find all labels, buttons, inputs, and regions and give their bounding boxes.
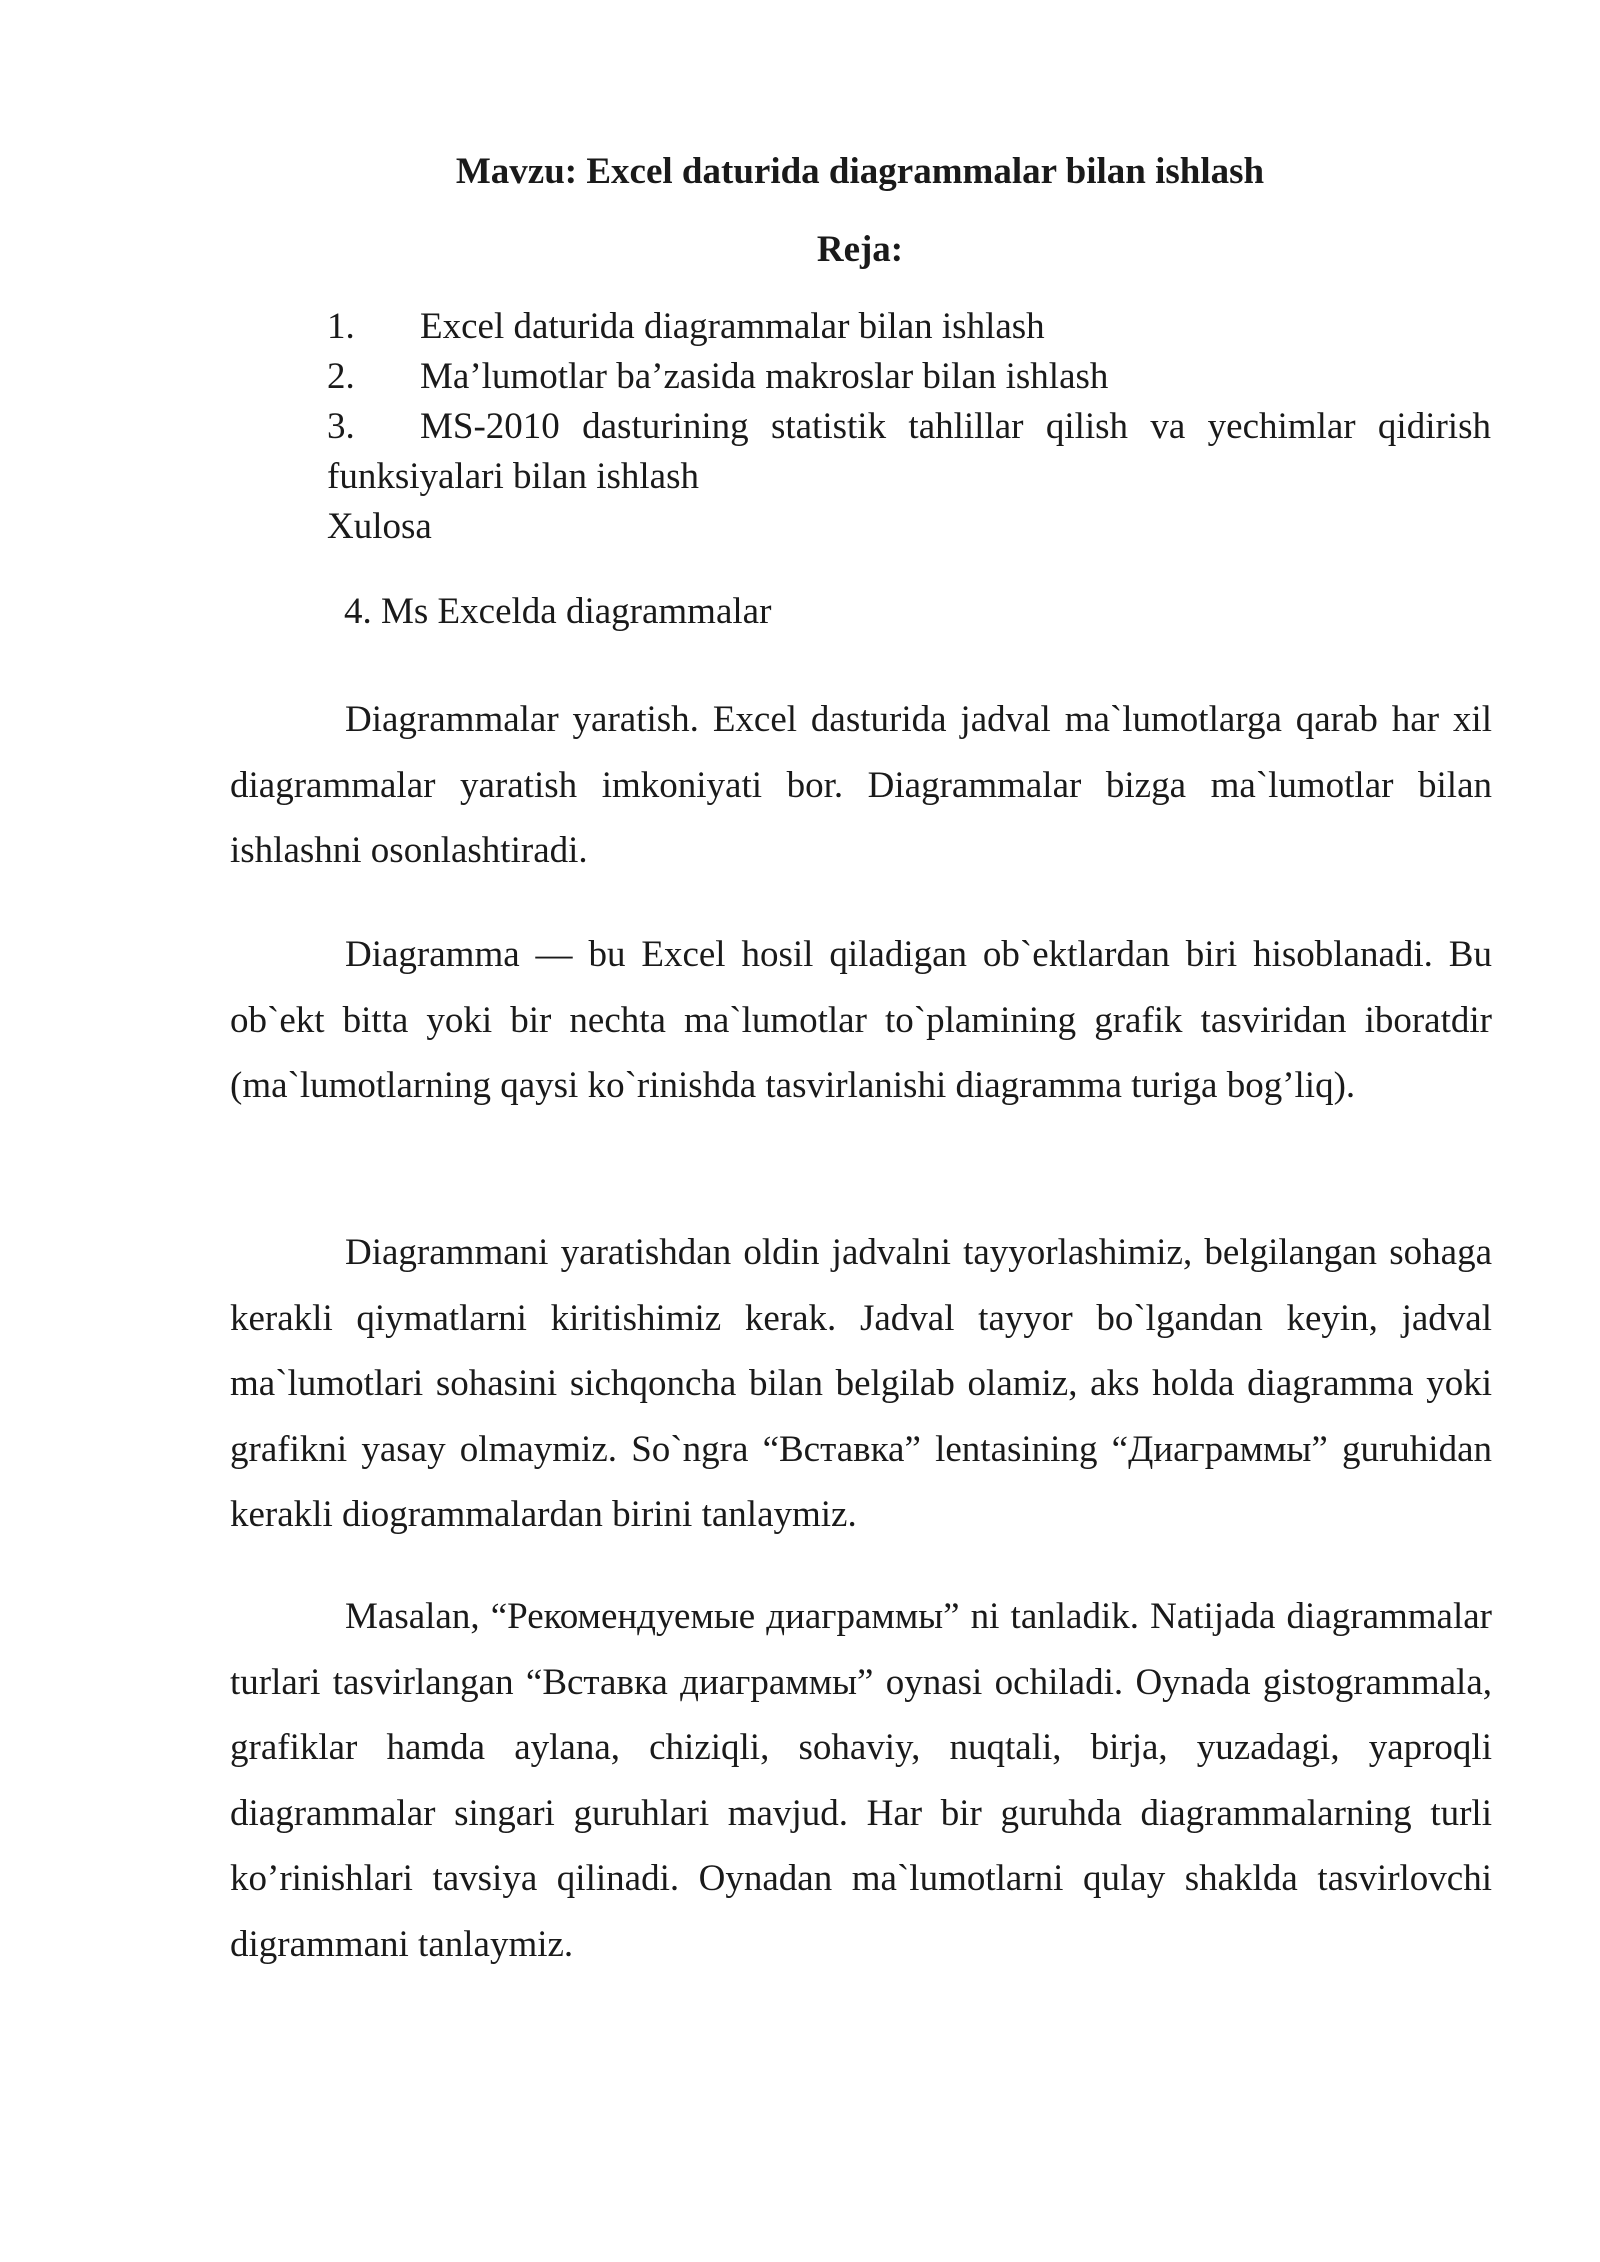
body-paragraph: Diagrammalar yaratish. Excel dasturida jadval ma`lumotlarga qarab har xil diagrammalar yaratish imkoniyati bor. Diagrammalar bizga ma`lumotlar bilan ishlashni osonlashtiradi. [230, 699, 1492, 871]
plan-item [327, 402, 1491, 502]
plan-item [327, 352, 1491, 402]
plan-item-text: Excel daturida diagrammalar bilan ishlash [420, 306, 1045, 347]
plan-item-number: 3. [327, 406, 355, 447]
plan-item-number: 1. [327, 306, 355, 347]
conclusion-label: Xulosa [327, 506, 432, 547]
section-heading: 4. Ms Excelda diagrammalar [344, 591, 772, 632]
plan-item [327, 302, 1491, 352]
plan-item-number: 2. [327, 356, 355, 397]
body-paragraph: Diagrammani yaratishdan oldin jadvalni tayyorlashimiz, belgilangan sohaga kerakli qiymatlarni kiritishimiz kerak. Jadval tayyor bo`lgandan keyin, jadval ma`lumotlari sohasini sichqoncha bilan belgilab olamiz, aks holda diagramma yoki grafikni yasay olmaymiz. So`ngra “Вставка” lentasining “Диаграммы” guruhidan kerakli diogrammalardan birini tanlaymiz. [230, 1232, 1492, 1535]
body-paragraph: Diagramma — bu Excel hosil qiladigan ob`ektlardan biri hisoblanadi. Bu ob`ekt bitta yoki bir nechta ma`lumotlar to`plamining grafik tasviridan iboratdir (ma`lumotlarning qaysi ko`rinishda tasvirlanishi diagramma turiga bog’liq). [230, 934, 1492, 1106]
plan-heading: Reja: [816, 229, 904, 270]
plan-item-text: MS-2010 dasturining statistik tahlillar qilish va yechimlar qidirish funksiyalari bilan ishlash [327, 406, 1491, 497]
plan-item-text: Ma’lumotlar ba’zasida makroslar bilan ishlash [420, 356, 1109, 397]
plan-list [327, 302, 1491, 552]
body-paragraph: Masalan, “Рекомендуемые диаграммы” ni tanladik. Natijada diagrammalar turlari tasvirlangan “Вставка диаграммы” oynasi ochiladi. Oynada gistogrammala, grafiklar hamda aylana, chiziqli, sohaviy, nuqtali, birja, yuzadagi, yaproqli diagrammalar singari guruhlari mavjud. Har bir guruhda diagrammalarning turli ko’rinishlari tavsiya qilinadi. Oynadan ma`lumotlarni qulay shaklda tasvirlovchi digrammani tanlaymiz. [230, 1596, 1492, 1965]
document-title: Mavzu: Excel daturida diagrammalar bilan ishlash [455, 151, 1265, 192]
